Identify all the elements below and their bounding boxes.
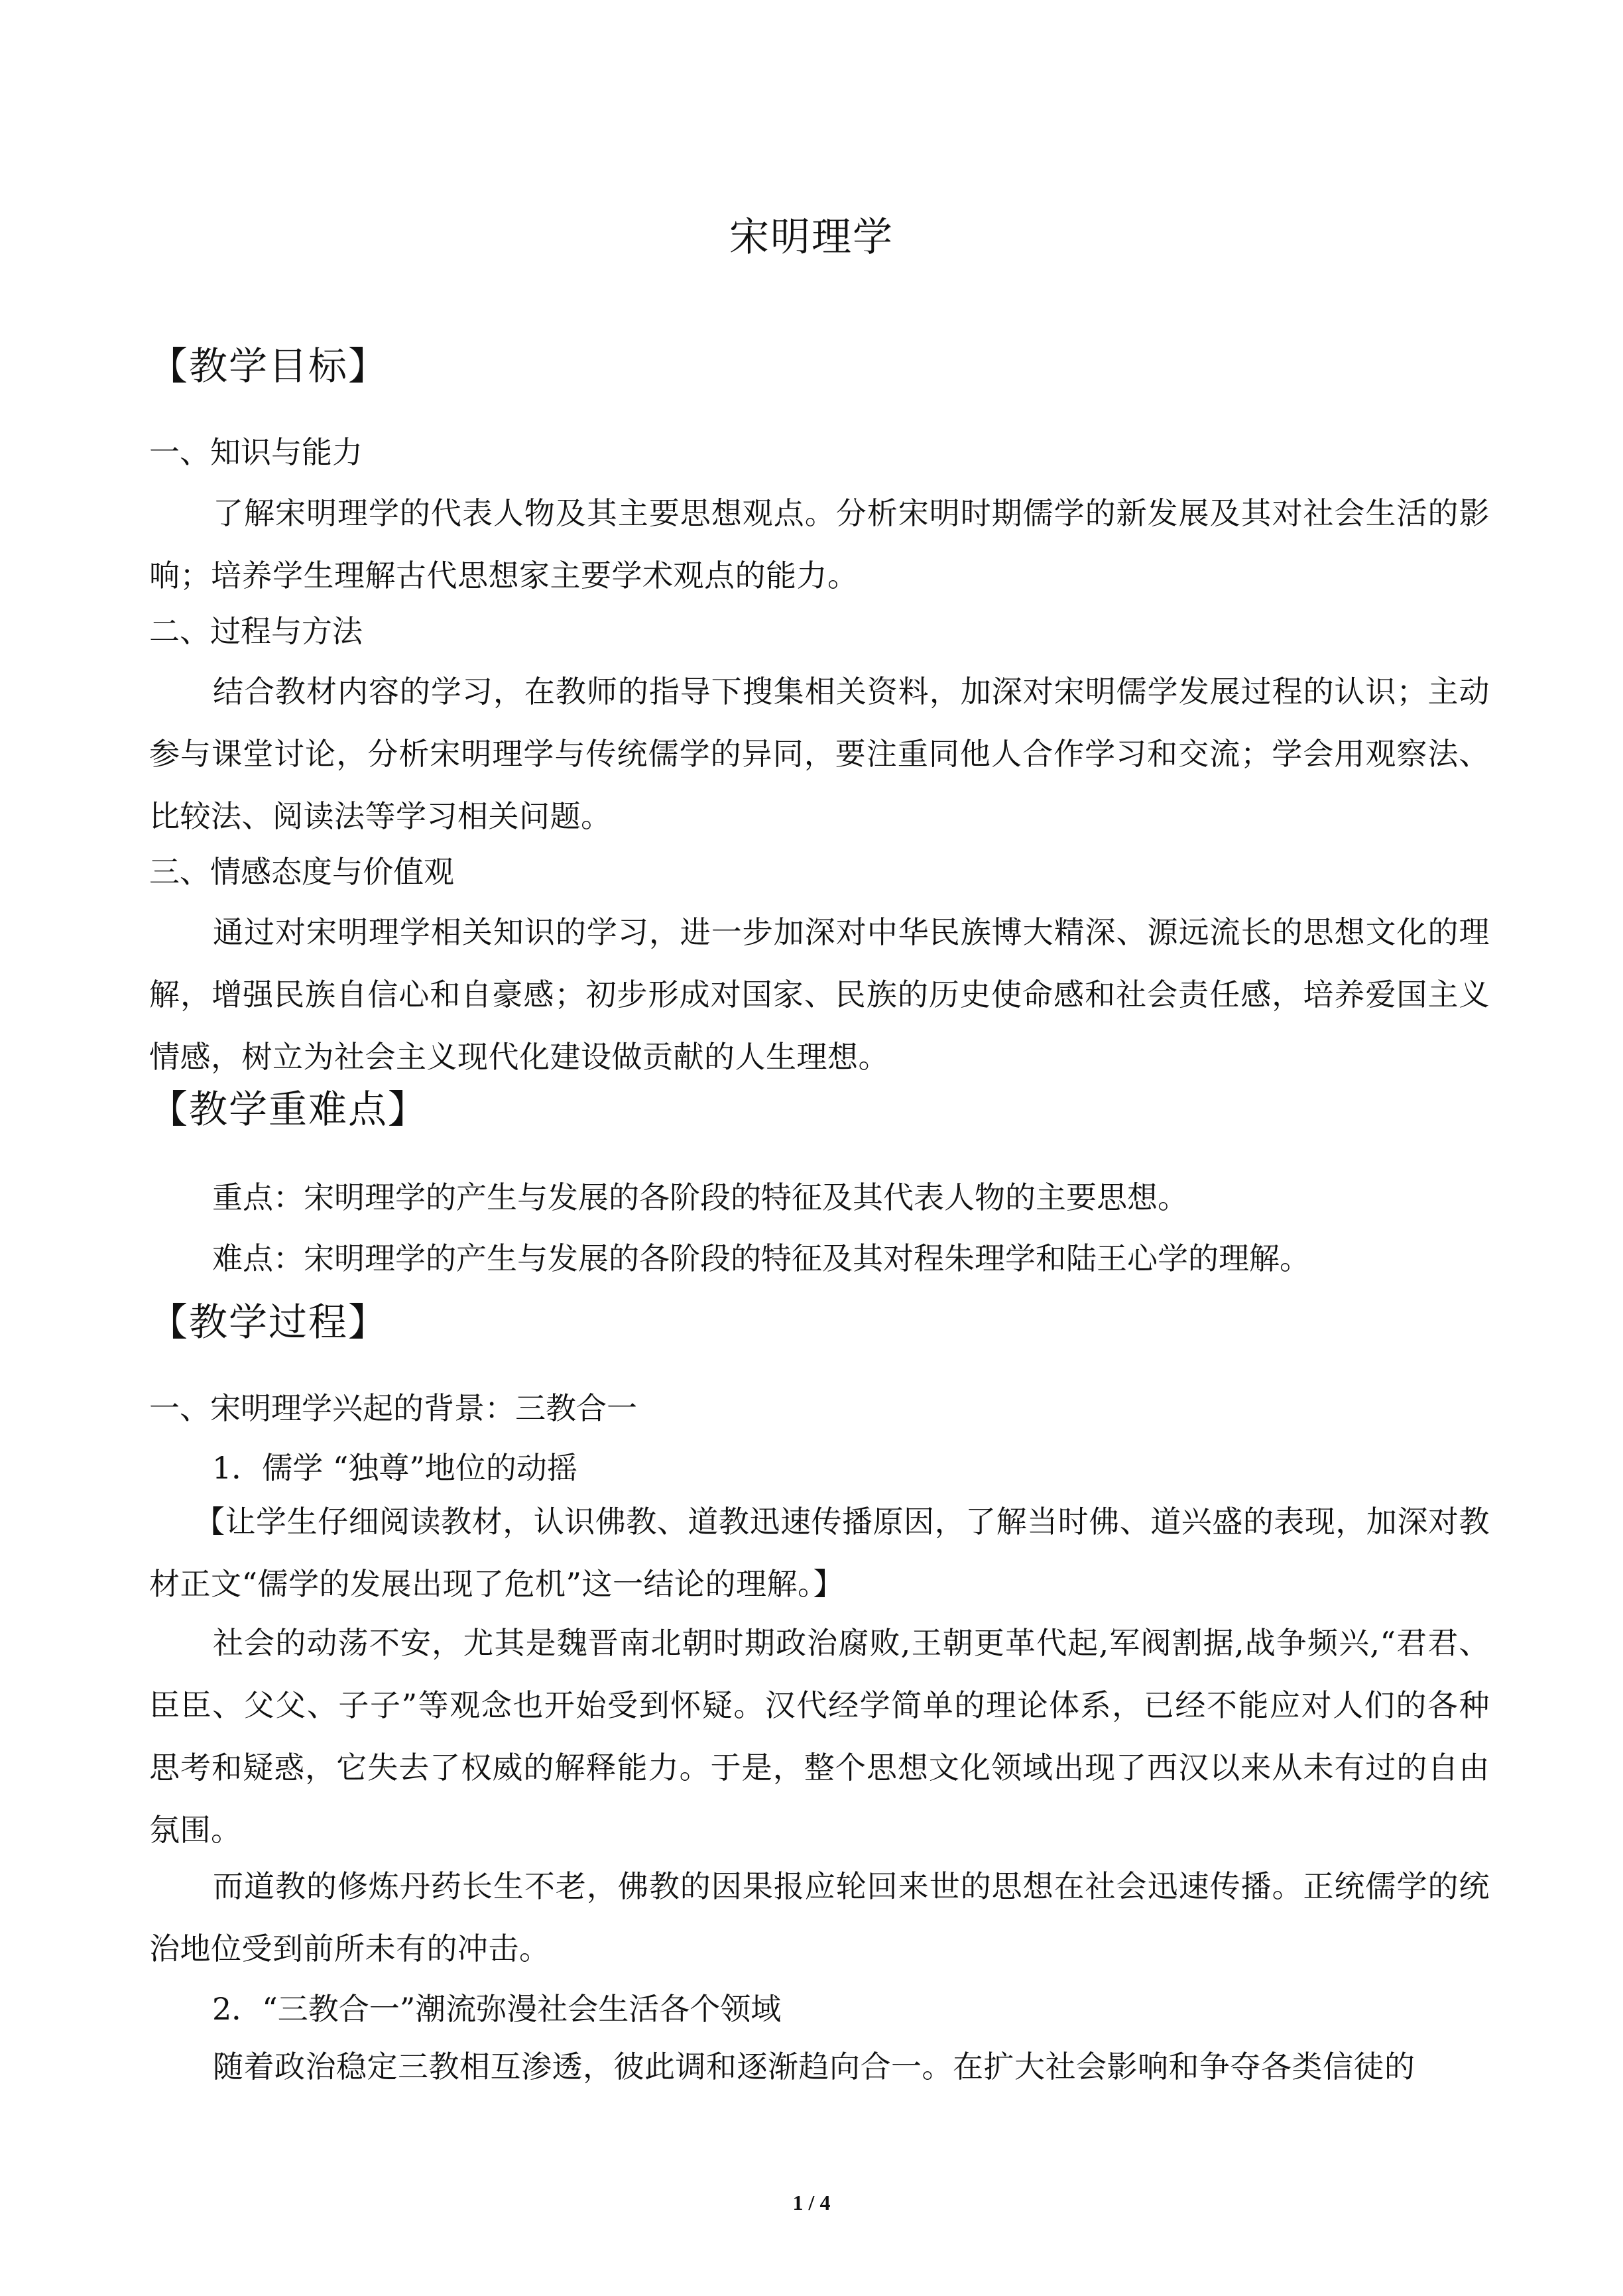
paragraph-knowledge: 了解宋明理学的代表人物及其主要思想观点。分析宋明时期儒学的新发展及其对社会生活的影响；培养学生理解古代思想家主要学术观点的能力。 <box>149 495 1490 593</box>
heading-key-points: 【教学重难点】 <box>149 1087 428 1132</box>
page-title: 宋明理学 <box>729 214 894 261</box>
paragraph-process: 结合教材内容的学习，在教师的指导下搜集相关资料，加深对宋明儒学发展过程的认识；主动参与课堂讨论，分析宋明理学与传统儒学的异同，要注重同他人合作学习和交流；学会用观察法、比较法、阅读法等学习相关问题。 <box>149 674 1490 834</box>
paragraph-emotion: 通过对宋明理学相关知识的学习，进一步加深对中华民族博大精深、源远流长的思想文化的理解，增强民族自信心和自豪感；初步形成对国家、民族的历史使命感和社会责任感，培养爱国主义情感，树立为社会主义现代化建设做贡献的人生理想。 <box>149 914 1490 1075</box>
teacher-note: 【让学生仔细阅读教材，认识佛教、道教迅速传播原因，了解当时佛、道兴盛的表现，加深对教材正文“儒学的发展出现了危机”这一结论的理解。】 <box>149 1504 1490 1602</box>
item-1-label: 1．儒学 “独尊”地位的动摇 <box>212 1450 577 1486</box>
subheading-process: 二、过程与方法 <box>149 613 363 649</box>
section-background: 一、宋明理学兴起的背景：三教合一 <box>149 1390 637 1426</box>
item-2-label: 2．“三教合一”潮流弥漫社会生活各个领域 <box>212 1991 782 2027</box>
difficult-point-line: 难点：宋明理学的产生与发展的各阶段的特征及其对程朱理学和陆王心学的理解。 <box>212 1240 1310 1276</box>
page-number: 1 / 4 <box>792 2191 831 2214</box>
subheading-knowledge: 一、知识与能力 <box>149 434 363 470</box>
paragraph-society: 社会的动荡不安，尤其是魏晋南北朝时期政治腐败,王朝更革代起,军阀割据,战争频兴,“君君、臣臣、父父、子子”等观念也开始受到怀疑。汉代经学简单的理论体系，已经不能应对人们的各种思考和疑惑，它失去了权威的解释能力。于是，整个思想文化领域出现了西汉以来从未有过的自由氛围。 <box>149 1625 1490 1848</box>
heading-teaching-process: 【教学过程】 <box>149 1299 389 1345</box>
paragraph-three-teachings: 随着政治稳定三教相互渗透，彼此调和逐渐趋向合一。在扩大社会影响和争夺各类信徒的 <box>213 2049 1415 2085</box>
paragraph-daoism-buddhism: 而道教的修炼丹药长生不老，佛教的因果报应轮回来世的思想在社会迅速传播。正统儒学的统治地位受到前所未有的冲击。 <box>149 1868 1490 1966</box>
key-point-line: 重点：宋明理学的产生与发展的各阶段的特征及其代表人物的主要思想。 <box>212 1179 1188 1215</box>
heading-objectives: 【教学目标】 <box>149 343 389 389</box>
subheading-emotion: 三、情感态度与价值观 <box>149 854 454 890</box>
